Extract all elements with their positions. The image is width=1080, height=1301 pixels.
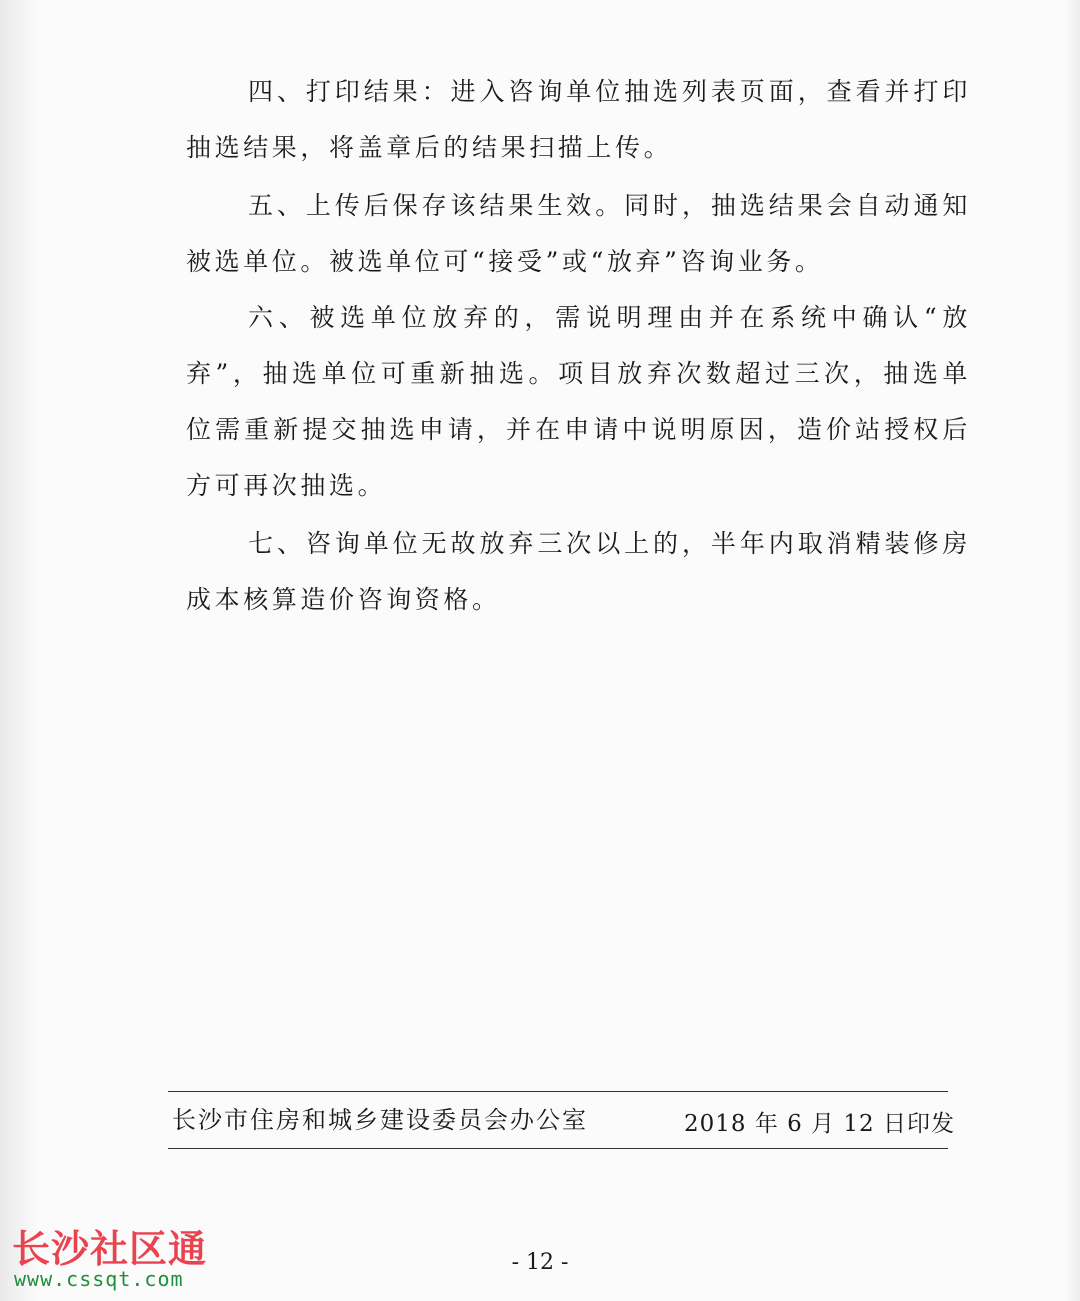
issuer-name: 长沙市住房和城乡建设委员会办公室 bbox=[172, 1106, 588, 1134]
paragraph-upload-and-notify: 五、上传后保存该结果生效。同时，抽选结果会自动通知被选单位。被选单位可“接受”或“放弃”咨询业务。 bbox=[186, 191, 971, 276]
paragraph-abandon-rules: 六、被选单位放弃的，需说明理由并在系统中确认“放弃”，抽选单位可重新抽选。项目放弃次数超过三次，抽选单位需重新提交抽选申请，并在申请中说明原因，造价站授权后方可再次抽选。 bbox=[186, 303, 971, 500]
paragraph-penalty: 七、咨询单位无故放弃三次以上的，半年内取消精装修房成本核算造价咨询资格。 bbox=[186, 529, 971, 614]
page-number: - 12 - bbox=[511, 1250, 569, 1275]
footer-divider-top bbox=[168, 1091, 948, 1092]
scan-edge-shadow bbox=[1064, 0, 1080, 1301]
watermark-logo: 长沙社区通 bbox=[12, 1227, 208, 1271]
watermark-url: www.cssqt.com bbox=[14, 1267, 184, 1291]
paragraph-print-results: 四、打印结果：进入咨询单位抽选列表页面，查看并打印抽选结果，将盖章后的结果扫描上传。 bbox=[186, 77, 971, 162]
scan-edge-shadow bbox=[0, 0, 38, 1301]
footer-divider-bottom bbox=[168, 1148, 948, 1149]
issue-date: 2018 年 6 月 12 日印发 bbox=[684, 1111, 955, 1137]
